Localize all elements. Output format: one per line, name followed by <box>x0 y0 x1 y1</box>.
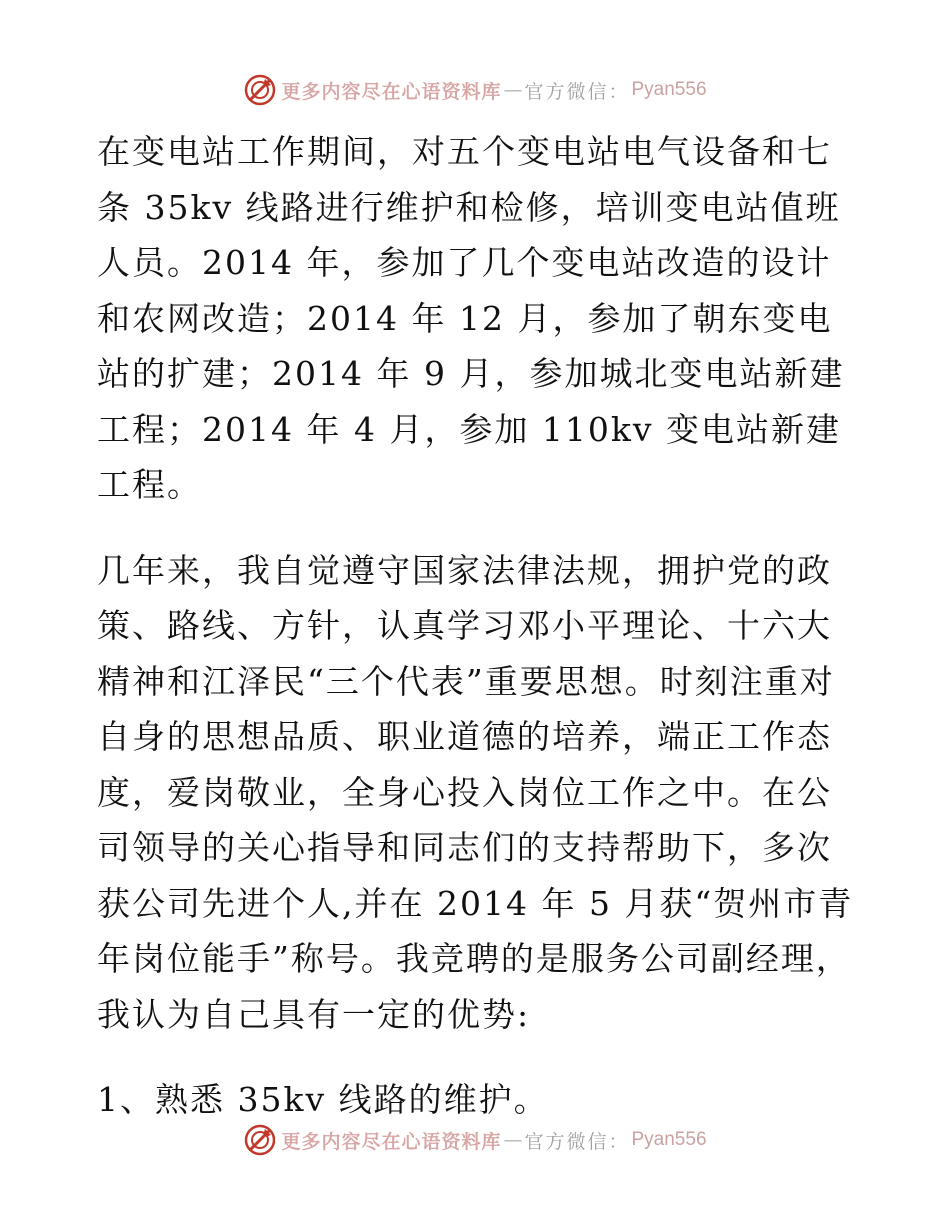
banner-wechat-label: 官方微信： <box>524 1130 630 1153</box>
logo-icon <box>243 1123 277 1157</box>
banner-dash: — <box>503 79 523 101</box>
body-paragraph: 几年来，我自觉遵守国家法律法规，拥护党的政策、路线、方针，认真学习邓小平理论、十六大精神和江泽民“三个代表”重要思想。时刻注重对自身的思想品质、职业道德的培养，端正工作态度，爱岗敬业，全身心投入岗位工作之中。在公司领导的关心指导和同志们的支持帮助下，多次获公司先进个人,并在 2014 年 5 月获“贺州市青年岗位能手”称号。我竞聘的是服务公司副经理，我认为自己具有一定的优势: <box>97 550 854 1034</box>
banner-title: 更多内容尽在心语资料库 <box>281 1130 502 1153</box>
banner-title: 更多内容尽在心语资料库 <box>281 80 502 103</box>
header-banner <box>0 70 950 110</box>
body-paragraph: 在变电站工作期间，对五个变电站电气设备和七条 35kv 线路进行维护和检修，培训变电站值班人员。2014 年，参加了几个变电站改造的设计和农网改造；2014 年 12 月，参加了朝东变电站的扩建；2014 年 9 月，参加城北变电站新建工程；2014 年 4 月，参加 110kv 变电站新建工程。 <box>97 132 845 504</box>
document-body <box>97 124 857 1128</box>
banner-wechat-id: Pyan556 <box>631 1129 707 1150</box>
banner-dash: — <box>503 1129 523 1151</box>
banner-wechat-label: 官方微信： <box>524 80 630 103</box>
footer-banner <box>0 1120 950 1160</box>
logo-icon <box>243 73 277 107</box>
banner-wechat-id: Pyan556 <box>631 79 707 100</box>
body-paragraph: 1、熟悉 35kv 线路的维护。 <box>97 1080 549 1119</box>
